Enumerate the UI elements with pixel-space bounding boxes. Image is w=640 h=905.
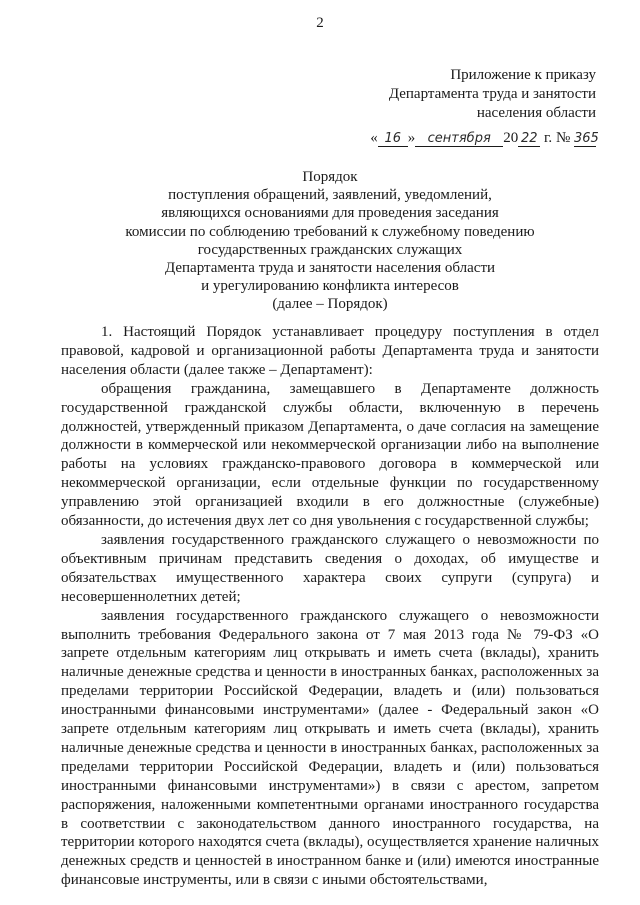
title-line-7: и урегулированию конфликта интересов <box>201 278 459 295</box>
date-year-label: г. <box>543 130 553 146</box>
handwritten-order-number: 365 <box>574 131 599 146</box>
page-number: 2 <box>316 15 324 31</box>
title-line-1: Порядок <box>302 169 358 185</box>
title-line-8: (далее – Порядок) <box>272 296 388 313</box>
title-line-3: являющихся основаниями для проведения заседания <box>161 205 499 222</box>
handwritten-year: 22 <box>518 131 540 147</box>
appendix-line-3: населения области <box>476 105 596 121</box>
date-year-prefix: 20 <box>503 130 519 146</box>
title-line-5: государственных гражданских служащих <box>197 241 463 258</box>
document-body <box>61 323 599 890</box>
date-open-quote: « <box>370 130 378 146</box>
document-title <box>60 168 600 314</box>
order-number-sign: № <box>555 130 571 146</box>
appendix-line-2: Департамента труда и занятости <box>388 86 596 102</box>
paragraph-2: обращения гражданина, замещавшего в Департаменте должность государственной гражданской службы области, включенную в перечень должностей, утвержденный приказом Департамента, о даче согласия на замещение должности в коммерческой или некоммерческой организации либо на выполнение работы на условиях гражданско-правового договора в коммерческой или некоммерческой организации, если отдельные функции по государственному управлению этой организацией входили в его должностные (служебные) обязанности, до истечения двух лет со дня увольнения с государственной службы; <box>61 380 599 530</box>
appendix-line-1: Приложение к приказу <box>450 67 596 83</box>
paragraph-4: заявления государственного гражданского служащего о невозможности выполнить требования Федерального закона от 7 мая 2013 года № 79-ФЗ «О запрете отдельным категориям лиц открывать и иметь счета (вклады), хранить наличные денежные средства и ценности в иностранных банках, расположенных за пределами территории Российской Федерации, владеть и (или) пользоваться иностранными финансовыми инструментами» (далее - Федеральный закон «О запрете отдельным категориям лиц открывать и иметь счета (вклады), хранить наличные денежные средства и ценности в иностранных банках, расположенных за пределами территории Российской Федерации, владеть и (или) пользоваться иностранными финансовыми инструментами») в связи с арестом, запретом распоряжения, наложенными компетентными органами иностранного государства в соответствии с законодательством данного иностранного государства, на территории которого находятся счета (вклады), осуществляется хранение наличных денежных средств и ценностей в иностранном банке и (или) имеются иностранные финансовые инструменты, или в связи с иными обстоятельствами, <box>61 607 599 889</box>
handwritten-day: 16 <box>378 131 408 147</box>
title-line-4: комиссии по соблюдению требований к служебному поведению <box>125 223 535 240</box>
handwritten-month: сентября <box>415 131 503 147</box>
title-line-2: поступления обращений, заявлений, уведомлений, <box>168 187 492 204</box>
paragraph-3: заявления государственного гражданского служащего о невозможности по объективным причинам представить сведения о доходах, об имуществе и обязательствах имущественного характера своих супруги (супруга) и несовершеннолетних детей; <box>61 531 599 605</box>
date-close-quote: » <box>407 130 416 146</box>
order-date-line <box>296 129 599 148</box>
appendix-block <box>296 66 599 148</box>
title-line-6: Департамента труда и занятости населения области <box>164 260 496 277</box>
paragraph-1: 1. Настоящий Порядок устанавливает процедуру поступления в отдел правовой, кадровой и организационной работы Департамента труда и занятости населения области (далее также – Департамент): <box>61 324 599 378</box>
